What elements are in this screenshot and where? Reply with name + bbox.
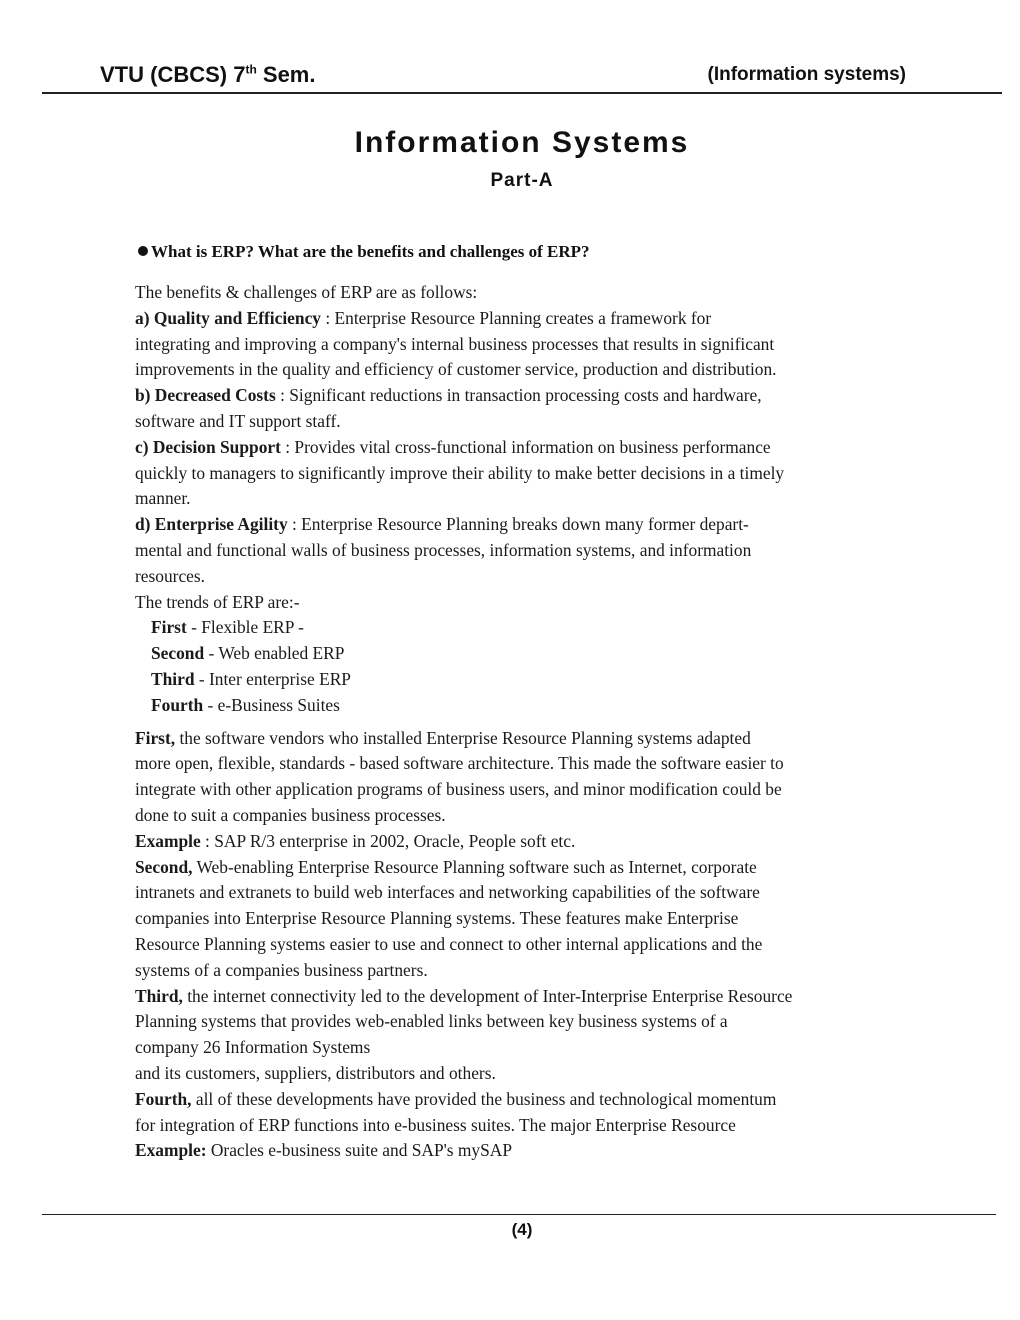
trend-item: Second - Web enabled ERP bbox=[151, 643, 345, 664]
text-line: improvements in the quality and efficiency of customer service, production and distribution. bbox=[135, 359, 777, 380]
page-header bbox=[42, 56, 1002, 94]
example-line: Example: Oracles e-business suite and SAP's mySAP bbox=[135, 1140, 513, 1161]
text-line: for integration of ERP functions into e-business suites. The major Enterprise Resource bbox=[135, 1114, 736, 1135]
benefit-b-line: b) Decreased Costs : Significant reductions in transaction processing costs and hardware, bbox=[135, 385, 762, 406]
page-number: (4) bbox=[511, 1220, 533, 1239]
text-line: more open, flexible, standards - based software architecture. This made the software easier to bbox=[135, 753, 784, 774]
text-line: manner. bbox=[135, 488, 191, 509]
benefit-c-line: c) Decision Support : Provides vital cross-functional information on business performance bbox=[135, 436, 771, 457]
text-line: quickly to managers to significantly improve their ability to make better decisions in a timely bbox=[135, 462, 785, 483]
text-line: company 26 Information Systems bbox=[135, 1037, 371, 1058]
trend-item: Fourth - e-Business Suites bbox=[151, 694, 340, 715]
footer-divider bbox=[42, 1214, 996, 1215]
benefit-d-line: d) Enterprise Agility : Enterprise Resource Planning breaks down many former depart- bbox=[135, 514, 749, 535]
intro-line: The benefits & challenges of ERP are as follows: bbox=[135, 282, 478, 302]
trend-item: First - Flexible ERP - bbox=[151, 617, 304, 638]
page-subtitle: Part-A bbox=[490, 170, 554, 191]
example-line: Example : SAP R/3 enterprise in 2002, Oracle, People soft etc. bbox=[135, 830, 576, 851]
document-body bbox=[135, 280, 925, 1164]
text-line: and its customers, suppliers, distributors and others. bbox=[135, 1062, 496, 1083]
text-line: integrating and improving a company's internal business processes that results in significant bbox=[135, 333, 775, 354]
page-title: Information Systems bbox=[354, 126, 690, 159]
text-line: companies into Enterprise Resource Planning systems. These features make Enterprise bbox=[135, 908, 739, 929]
second-para-line: Second, Web-enabling Enterprise Resource Planning software such as Internet, corporate bbox=[135, 856, 757, 877]
text-line: software and IT support staff. bbox=[135, 410, 341, 431]
text-line: intranets and extranets to build web interfaces and networking capabilities of the software bbox=[135, 882, 760, 903]
text-line: done to suit a companies business processes. bbox=[135, 804, 446, 825]
trend-item: Third - Inter enterprise ERP bbox=[151, 668, 351, 689]
header-subject: (Information systems) bbox=[707, 64, 906, 85]
question-heading: What is ERP? What are the benefits and challenges of ERP? bbox=[138, 242, 590, 262]
text-line: Resource Planning systems easier to use and connect to other internal applications and the bbox=[135, 933, 763, 954]
text-line: resources. bbox=[135, 565, 206, 586]
bullet-icon bbox=[138, 246, 148, 256]
text-line: Planning systems that provides web-enabled links between key business systems of a bbox=[135, 1011, 728, 1032]
text-line: integrate with other application programs of business users, and minor modification could be bbox=[135, 779, 782, 800]
trends-intro: The trends of ERP are:- bbox=[135, 591, 300, 612]
text-line: systems of a companies business partners. bbox=[135, 959, 428, 980]
benefit-a-line: a) Quality and Efficiency : Enterprise Resource Planning creates a framework for bbox=[135, 307, 712, 328]
header-course: VTU (CBCS) 7th Sem. bbox=[100, 62, 316, 87]
text-line: mental and functional walls of business processes, information systems, and information bbox=[135, 539, 752, 560]
first-para-line: First, the software vendors who installed Enterprise Resource Planning systems adapted bbox=[135, 727, 751, 748]
fourth-para-line: Fourth, all of these developments have provided the business and technological momentum bbox=[135, 1088, 777, 1109]
third-para-line: Third, the internet connectivity led to the development of Inter-Interprise Enterprise Resource bbox=[135, 985, 793, 1006]
